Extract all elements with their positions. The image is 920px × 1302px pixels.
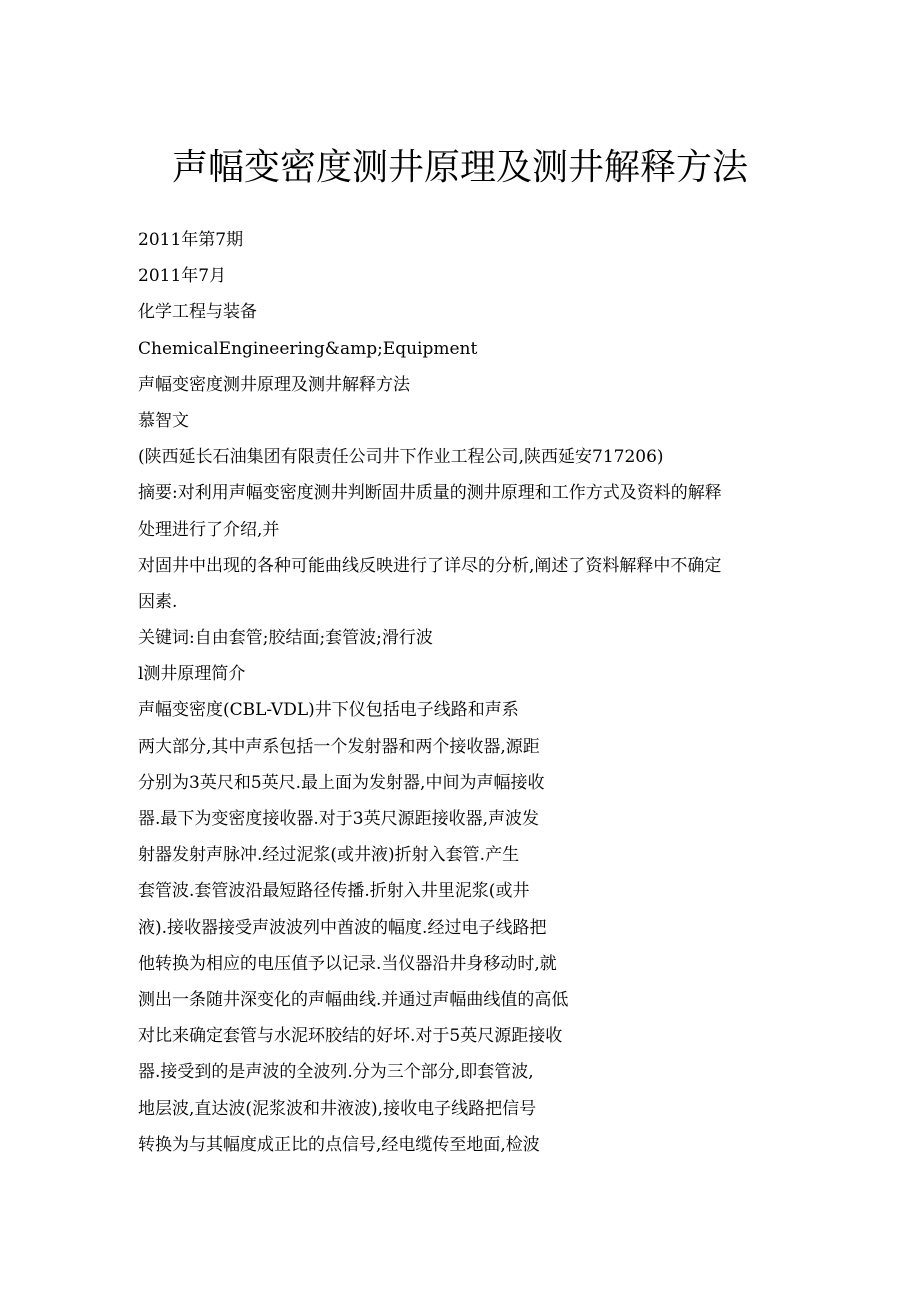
- paragraph-line: 测出一条随井深变化的声幅曲线.并通过声幅曲线值的高低: [138, 989, 569, 1010]
- paragraph-line: 分别为3英尺和5英尺.最上面为发射器,中间为声幅接收: [138, 772, 545, 793]
- paragraph-line: 器.最下为变密度接收器.对于3英尺源距接收器,声波发: [138, 809, 540, 829]
- keywords-line: 关键词:自由套管;胶结面;套管波;滑行波: [138, 628, 433, 649]
- paragraph-line: 液).接收器接受声波波列中酋波的幅度.经过电子线路把: [138, 917, 547, 938]
- abstract-line: 摘要:对利用声幅变密度测井判断固井质量的测井原理和工作方式及资料的解释: [138, 483, 722, 504]
- paragraph-line: 套管波.套管波沿最短路径传播.折射入井里泥浆(或井: [138, 881, 530, 902]
- article-title: 声幅变密度测井原理及测井解释方法: [138, 374, 410, 395]
- author-name: 慕智文: [138, 410, 189, 431]
- abstract-line: 处理进行了介绍,并: [138, 519, 280, 540]
- paragraph-line: 射器发射声脉冲.经过泥浆(或井液)折射入套管.产生: [138, 845, 520, 866]
- paragraph-line: 对比来确定套管与水泥环胶结的好坏.对于5英尺源距接收: [138, 1026, 563, 1047]
- date-line: 2011年7月: [138, 266, 227, 287]
- paragraph-line: 他转换为相应的电压值予以记录.当仪器沿井身移动时,就: [138, 953, 557, 974]
- paragraph-line: 转换为与其幅度成正比的点信号,经电缆传至地面,检波: [138, 1134, 540, 1155]
- journal-name: 化学工程与装备: [138, 302, 257, 323]
- section-heading: l测井原理简介: [138, 664, 246, 685]
- paragraph-line: 声幅变密度(CBL-VDL)井下仪包括电子线路和声系: [138, 700, 519, 721]
- abstract-line: 因素.: [138, 591, 178, 612]
- page-title: 声幅变密度测井原理及测井解释方法: [171, 147, 748, 188]
- journal-name-english: ChemicalEngineering&amp;Equipment: [138, 338, 478, 359]
- author-affiliation: (陕西延长石油集团有限责任公司井下作业工程公司,陕西延安717206): [138, 447, 664, 468]
- paragraph-line: 地层波,直达波(泥浆波和井液波),接收电子线路把信号: [138, 1098, 537, 1119]
- paragraph-line: 两大部分,其中声系包括一个发射器和两个接收器,源距: [138, 736, 540, 757]
- document-body: [138, 222, 788, 1163]
- abstract-line: 对固井中出现的各种可能曲线反映进行了详尽的分析,阐述了资料解释中不确定: [138, 555, 722, 576]
- paragraph-line: 器.接受到的是声波的全波列.分为三个部分,即套管波,: [138, 1062, 534, 1083]
- issue-line: 2011年第7期: [138, 230, 244, 250]
